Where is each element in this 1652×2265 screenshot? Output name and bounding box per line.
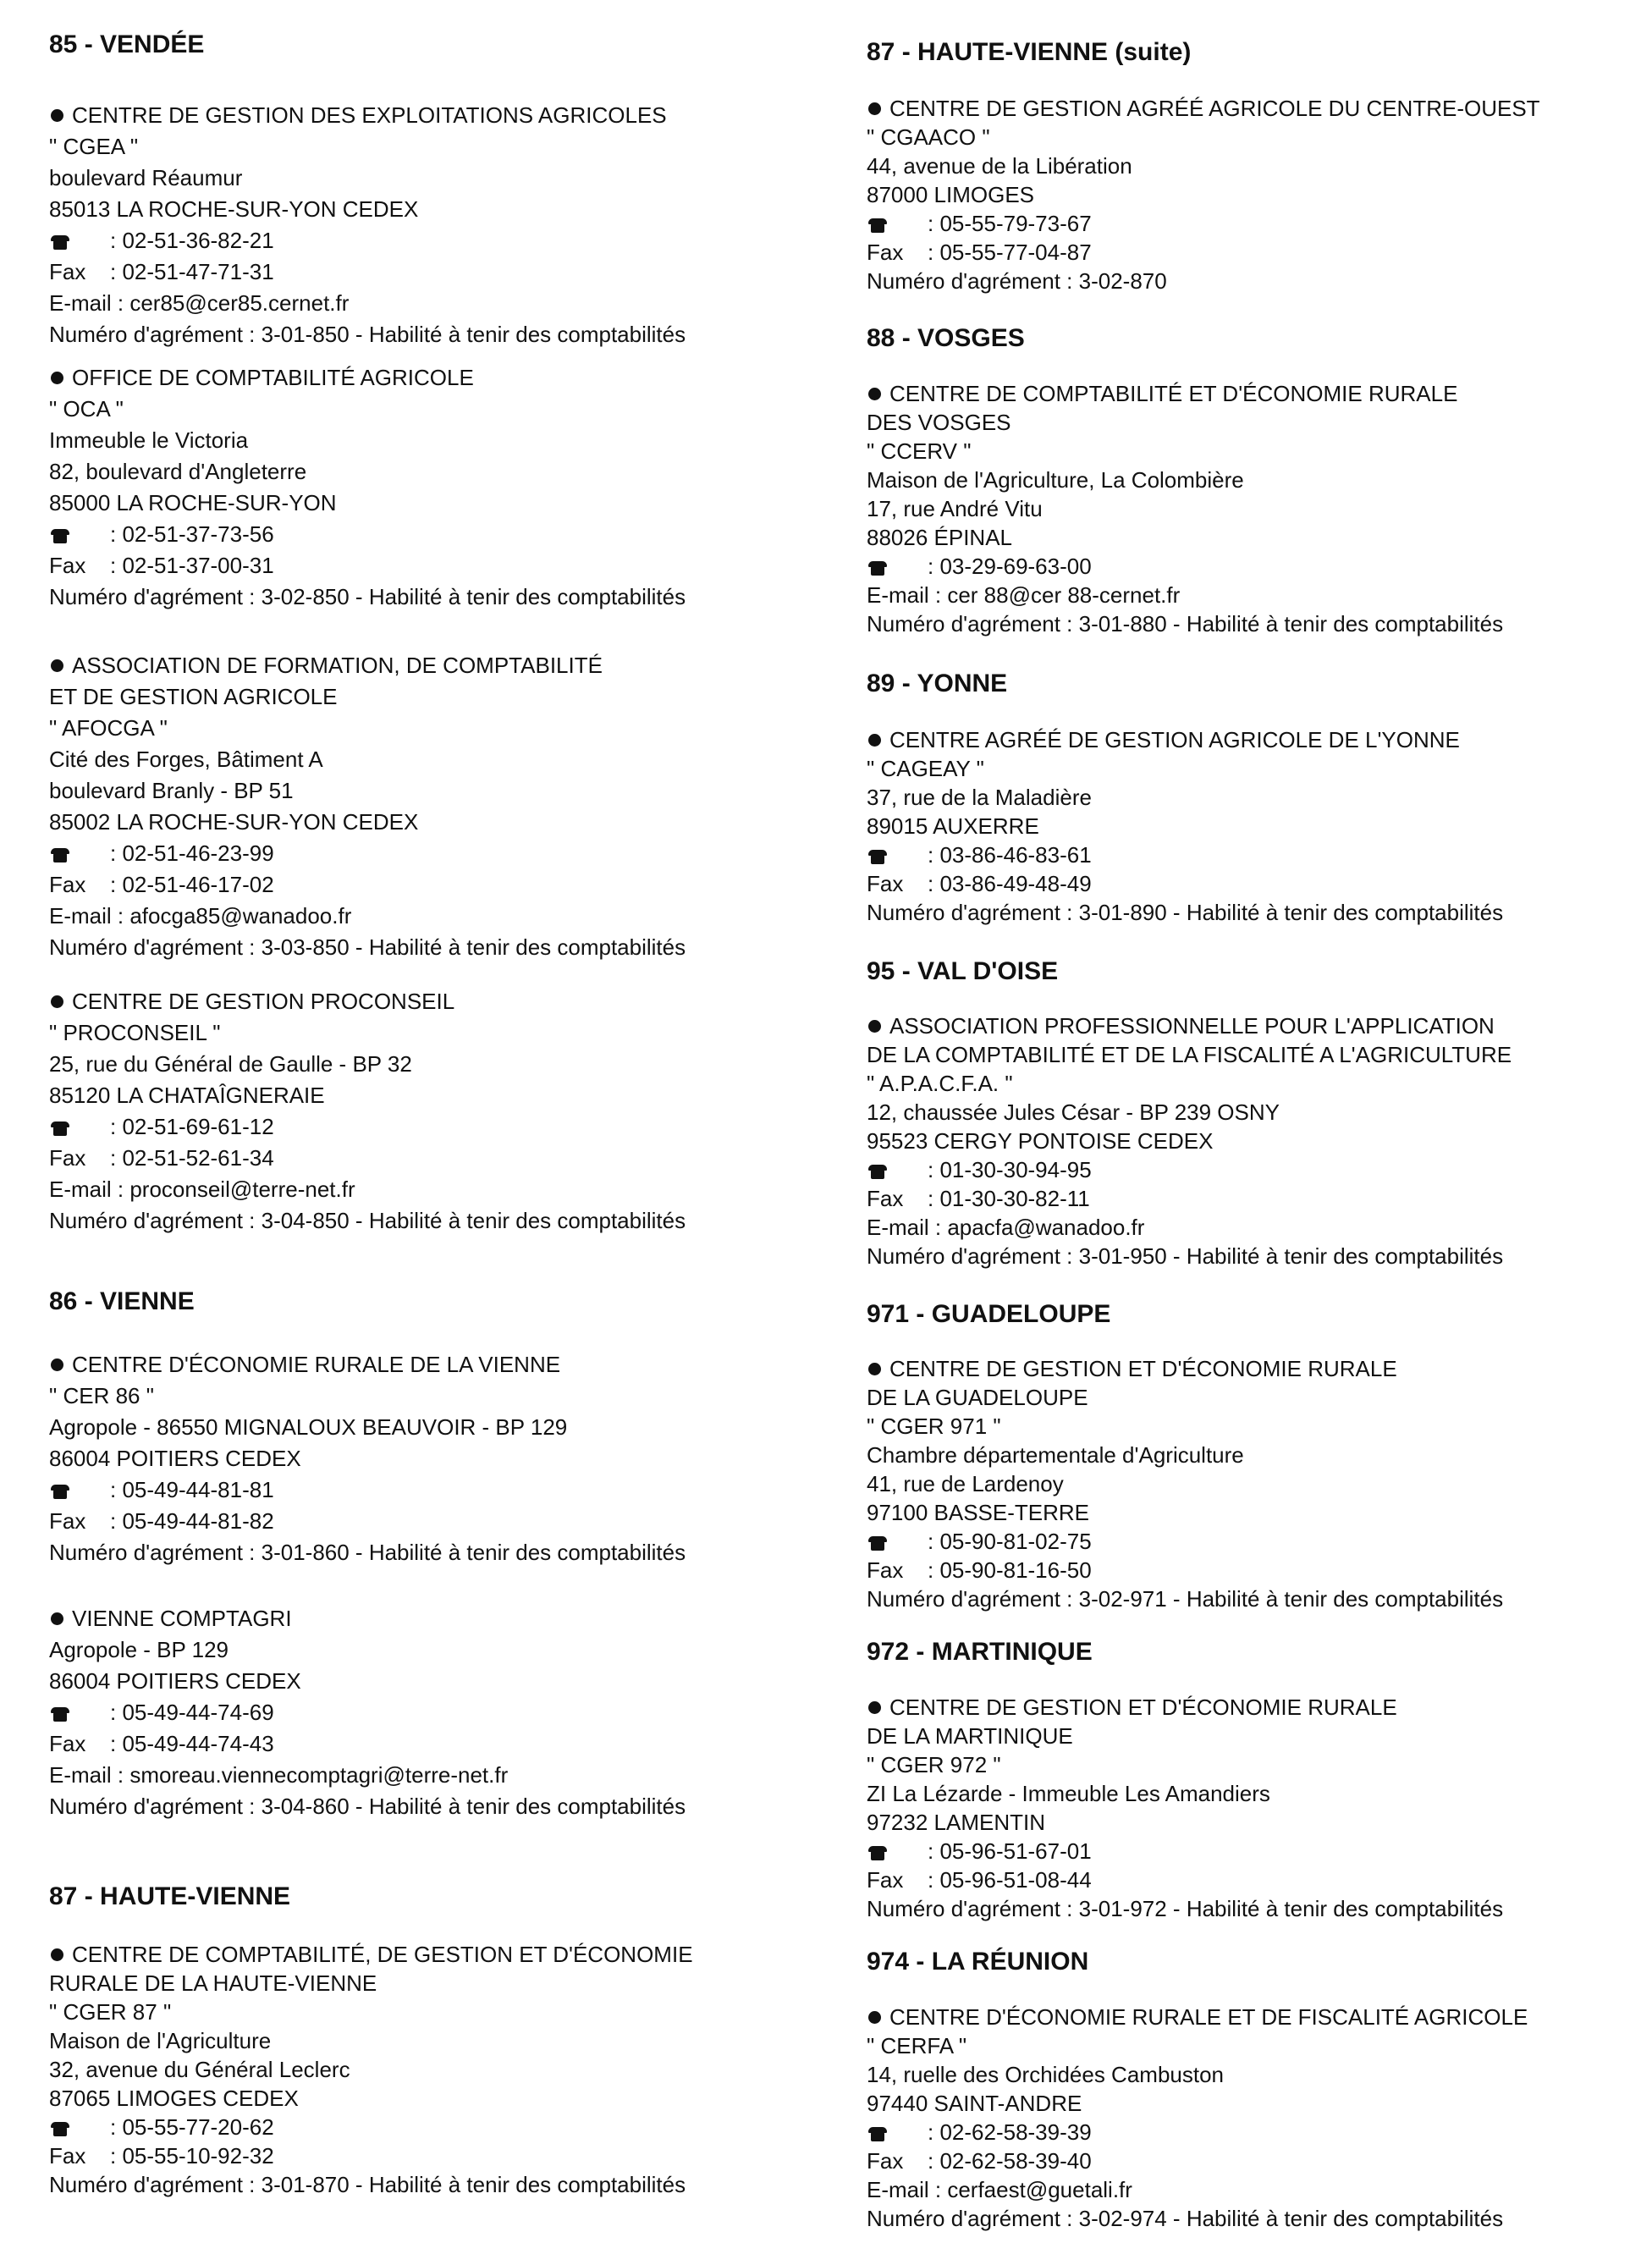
agrement-line: Numéro d'agrément : 3-02-974 - Habilité à tenir des comptabilités [867, 2206, 1504, 2231]
email-line: E-mail : smoreau.viennecomptagri@terre-net.fr [49, 1762, 509, 1788]
phone-label [867, 840, 928, 869]
entry-name: CENTRE DE GESTION ET D'ÉCONOMIE RURALE [889, 1695, 1397, 1720]
entry-name-line [49, 1603, 836, 1634]
entry-name-line [867, 1354, 1652, 1383]
phone-line [867, 2118, 1652, 2147]
entry-acronym: " CGER 971 " [867, 1414, 1001, 1439]
phone-line [49, 1111, 836, 1143]
address-line: Immeuble le Victoria [49, 427, 249, 453]
phone-label [49, 1111, 110, 1143]
fax-number: : 05-90-81-16-50 [928, 1557, 1092, 1583]
address-line: 85000 LA ROCHE-SUR-YON [49, 490, 337, 515]
phone-label [867, 1837, 928, 1865]
phone-label [867, 552, 928, 581]
address-line: 86004 POITIERS CEDEX [49, 1668, 301, 1694]
entry-acronym: " A.P.A.C.F.A. " [867, 1071, 1013, 1096]
agrement-line: Numéro d'agrément : 3-01-870 - Habilité à tenir des comptabilités [49, 2172, 686, 2197]
entry-name-cont: RURALE DE LA HAUTE-VIENNE [49, 1970, 377, 1996]
entry-name-cont: DES VOSGES [867, 410, 1011, 435]
bullet-icon [51, 372, 63, 384]
fax-number: : 02-62-58-39-40 [928, 2148, 1092, 2174]
telephone-icon [51, 1121, 69, 1136]
phone-number: : 05-55-79-73-67 [928, 211, 1092, 236]
phone-line [867, 840, 1652, 869]
address-line: Agropole - BP 129 [49, 1637, 229, 1662]
entry-acronym: " CGAACO " [867, 124, 990, 150]
entry-name-line [49, 1940, 836, 1969]
entry-name-cont: DE LA COMPTABILITÉ ET DE LA FISCALITÉ A L'AGRICULTURE [867, 1042, 1512, 1067]
entry-name-cont: ET DE GESTION AGRICOLE [49, 684, 338, 709]
phone-line [867, 1837, 1652, 1865]
fax-label: Fax [867, 2148, 904, 2174]
phone-line [49, 2113, 836, 2141]
address-line: boulevard Branly - BP 51 [49, 778, 294, 803]
phone-number: : 05-96-51-67-01 [928, 1838, 1092, 1864]
entry-name-line [49, 650, 836, 681]
fax-label: Fax [867, 240, 904, 265]
directory-entry [49, 1940, 836, 2199]
phone-label [867, 1527, 928, 1556]
address-line: boulevard Réaumur [49, 165, 243, 190]
fax-line [867, 1865, 1652, 1894]
email-line: E-mail : proconseil@terre-net.fr [49, 1177, 355, 1202]
fax-line [867, 1556, 1652, 1584]
phone-line [49, 225, 836, 256]
directory-entry [49, 362, 836, 613]
telephone-icon [51, 1485, 69, 1499]
email-line: E-mail : afocga85@wanadoo.fr [49, 903, 352, 929]
fax-number: : 02-51-37-00-31 [110, 553, 274, 578]
phone-number: : 02-51-37-73-56 [110, 521, 274, 547]
agrement-line: Numéro d'agrément : 3-01-860 - Habilité à tenir des comptabilités [49, 1540, 686, 1565]
address-line: 41, rue de Lardenoy [867, 1471, 1064, 1496]
entry-acronym: " CER 86 " [49, 1383, 154, 1408]
telephone-icon [51, 2122, 69, 2136]
bullet-icon [51, 1358, 63, 1371]
address-line: 82, boulevard d'Angleterre [49, 459, 307, 484]
phone-line [867, 1527, 1652, 1556]
entry-name: CENTRE DE COMPTABILITÉ, DE GESTION ET D'ÉCONOMIE [72, 1942, 693, 1967]
phone-number: : 05-55-77-20-62 [110, 2114, 274, 2140]
fax-number: : 05-55-77-04-87 [928, 240, 1092, 265]
entry-name: CENTRE D'ÉCONOMIE RURALE ET DE FISCALITÉ AGRICOLE [889, 2004, 1528, 2030]
fax-label: Fax [867, 871, 904, 896]
fax-label: Fax [867, 1557, 904, 1583]
entry-acronym: " AFOCGA " [49, 715, 168, 741]
directory-entry [49, 986, 836, 1237]
fax-label: Fax [49, 553, 86, 578]
address-line: 44, avenue de la Libération [867, 153, 1132, 179]
address-line: 95523 CERGY PONTOISE CEDEX [867, 1128, 1214, 1154]
agrement-line: Numéro d'agrément : 3-03-850 - Habilité à tenir des comptabilités [49, 934, 686, 960]
entry-name: CENTRE DE GESTION ET D'ÉCONOMIE RURALE [889, 1356, 1397, 1381]
fax-label: Fax [49, 1508, 86, 1534]
directory-entry [867, 725, 1652, 927]
fax-line [49, 1506, 836, 1537]
fax-label: Fax [49, 2143, 86, 2169]
phone-line [49, 838, 836, 869]
entry-name-line [867, 379, 1652, 408]
entry-name-line [867, 2003, 1652, 2031]
directory-entry [49, 1349, 836, 1568]
section-title: 971 - GUADELOUPE [867, 1300, 1111, 1328]
address-line: 87065 LIMOGES CEDEX [49, 2086, 299, 2111]
entry-name-line [867, 1693, 1652, 1722]
fax-label: Fax [867, 1186, 904, 1211]
fax-label: Fax [867, 1867, 904, 1893]
entry-name-line [49, 362, 836, 394]
phone-label [49, 1697, 110, 1728]
address-line: 86004 POITIERS CEDEX [49, 1446, 301, 1471]
entry-name-line [49, 100, 836, 131]
phone-label [49, 2113, 110, 2141]
bullet-icon [51, 109, 63, 122]
fax-line [49, 256, 836, 288]
directory-entry [867, 1011, 1652, 1270]
entry-name-cont: DE LA MARTINIQUE [867, 1723, 1073, 1749]
fax-line [49, 2141, 836, 2170]
entry-name-line [49, 1349, 836, 1380]
phone-number: : 05-90-81-02-75 [928, 1529, 1092, 1554]
agrement-line: Numéro d'agrément : 3-01-880 - Habilité à tenir des comptabilités [867, 611, 1504, 637]
phone-number: : 03-29-69-63-00 [928, 554, 1092, 579]
entry-acronym: " PROCONSEIL " [49, 1020, 221, 1045]
telephone-icon [51, 1707, 69, 1722]
section-title: 86 - VIENNE [49, 1287, 195, 1315]
bullet-icon [868, 1020, 881, 1033]
fax-line [867, 238, 1652, 267]
fax-line [49, 1728, 836, 1760]
address-line: 32, avenue du Général Leclerc [49, 2057, 350, 2082]
telephone-icon [868, 1165, 887, 1179]
telephone-icon [868, 2127, 887, 2141]
telephone-icon [868, 1536, 887, 1551]
phone-number: : 01-30-30-94-95 [928, 1157, 1092, 1182]
agrement-line: Numéro d'agrément : 3-02-870 [867, 268, 1167, 294]
email-line: E-mail : cer 88@cer 88-cernet.fr [867, 582, 1181, 608]
agrement-line: Numéro d'agrément : 3-01-972 - Habilité à tenir des comptabilités [867, 1896, 1504, 1921]
address-line: Maison de l'Agriculture, La Colombière [867, 467, 1244, 493]
address-line: 12, chaussée Jules César - BP 239 OSNY [867, 1099, 1280, 1125]
fax-number: : 03-86-49-48-49 [928, 871, 1092, 896]
fax-number: : 05-55-10-92-32 [110, 2143, 274, 2169]
address-line: 87000 LIMOGES [867, 182, 1034, 207]
bullet-icon [868, 2011, 881, 2024]
entry-name: CENTRE DE GESTION PROCONSEIL [72, 989, 455, 1014]
fax-number: : 05-49-44-74-43 [110, 1731, 274, 1756]
phone-number: : 02-51-46-23-99 [110, 840, 274, 866]
directory-entry [867, 1693, 1652, 1923]
entry-name-line [867, 725, 1652, 754]
bullet-icon [51, 659, 63, 672]
bullet-icon [868, 102, 881, 115]
address-line: Chambre départementale d'Agriculture [867, 1442, 1244, 1468]
section-title: 87 - HAUTE-VIENNE [49, 1882, 291, 1910]
phone-label [867, 2118, 928, 2147]
entry-name-cont: DE LA GUADELOUPE [867, 1385, 1088, 1410]
fax-line [867, 1184, 1652, 1213]
phone-line [867, 552, 1652, 581]
entry-name: OFFICE DE COMPTABILITÉ AGRICOLE [72, 365, 474, 390]
address-line: ZI La Lézarde - Immeuble Les Amandiers [867, 1781, 1270, 1806]
bullet-icon [51, 995, 63, 1008]
email-line: E-mail : cer85@cer85.cernet.fr [49, 290, 350, 316]
address-line: Maison de l'Agriculture [49, 2028, 272, 2053]
phone-line [49, 1697, 836, 1728]
directory-entry [867, 2003, 1652, 2233]
email-line: E-mail : apacfa@wanadoo.fr [867, 1215, 1145, 1240]
fax-line [49, 1143, 836, 1174]
section-title: 89 - YONNE [867, 670, 1008, 697]
phone-label [49, 519, 110, 550]
agrement-line: Numéro d'agrément : 3-04-860 - Habilité à tenir des comptabilités [49, 1794, 686, 1819]
fax-number: : 02-51-52-61-34 [110, 1145, 274, 1171]
directory-entry [867, 94, 1652, 295]
entry-acronym: " OCA " [49, 396, 124, 422]
agrement-line: Numéro d'agrément : 3-04-850 - Habilité à tenir des comptabilités [49, 1208, 686, 1233]
telephone-icon [868, 561, 887, 576]
entry-name: CENTRE DE GESTION DES EXPLOITATIONS AGRICOLES [72, 102, 667, 128]
entry-acronym: " CGER 972 " [867, 1752, 1001, 1777]
fax-line [49, 869, 836, 901]
telephone-icon [51, 529, 69, 543]
phone-line [49, 1474, 836, 1506]
telephone-icon [51, 848, 69, 862]
phone-number: : 02-62-58-39-39 [928, 2119, 1092, 2145]
fax-number: : 02-51-47-71-31 [110, 259, 274, 284]
directory-entry [49, 650, 836, 963]
phone-label [49, 1474, 110, 1506]
entry-acronym: " CGEA " [49, 134, 139, 159]
address-line: 85013 LA ROCHE-SUR-YON CEDEX [49, 196, 419, 222]
bullet-icon [51, 1948, 63, 1961]
entry-acronym: " CERFA " [867, 2033, 967, 2058]
fax-number: : 05-49-44-81-82 [110, 1508, 274, 1534]
phone-number: : 05-49-44-74-69 [110, 1700, 274, 1725]
entry-name-line [867, 94, 1652, 123]
phone-number: : 05-49-44-81-81 [110, 1477, 274, 1502]
entry-name: CENTRE DE GESTION AGRÉÉ AGRICOLE DU CENTRE-OUEST [889, 96, 1540, 121]
agrement-line: Numéro d'agrément : 3-01-890 - Habilité à tenir des comptabilités [867, 900, 1504, 925]
entry-name: VIENNE COMPTAGRI [72, 1606, 292, 1631]
section-title: 87 - HAUTE-VIENNE (suite) [867, 38, 1192, 66]
phone-line [867, 209, 1652, 238]
address-line: 97100 BASSE-TERRE [867, 1500, 1090, 1525]
address-line: 97232 LAMENTIN [867, 1810, 1045, 1835]
fax-number: : 02-51-46-17-02 [110, 872, 274, 897]
address-line: 17, rue André Vitu [867, 496, 1043, 521]
entry-name: ASSOCIATION PROFESSIONNELLE POUR L'APPLICATION [889, 1013, 1495, 1039]
fax-label: Fax [49, 259, 86, 284]
fax-label: Fax [49, 872, 86, 897]
bullet-icon [868, 1701, 881, 1714]
phone-label [867, 1155, 928, 1184]
entry-acronym: " CGER 87 " [49, 1999, 172, 2025]
entry-name-line [49, 986, 836, 1017]
entry-name: ASSOCIATION DE FORMATION, DE COMPTABILITÉ [72, 653, 603, 678]
phone-number: : 02-51-69-61-12 [110, 1114, 274, 1139]
address-line: 25, rue du Général de Gaulle - BP 32 [49, 1051, 412, 1077]
entry-name: CENTRE D'ÉCONOMIE RURALE DE LA VIENNE [72, 1352, 561, 1377]
entry-acronym: " CCERV " [867, 438, 972, 464]
fax-line [867, 2147, 1652, 2175]
entry-acronym: " CAGEAY " [867, 756, 984, 781]
email-line: E-mail : cerfaest@guetali.fr [867, 2177, 1132, 2202]
address-line: Cité des Forges, Bâtiment A [49, 747, 323, 772]
section-title: 974 - LA RÉUNION [867, 1948, 1089, 1976]
section-title: 95 - VAL D'OISE [867, 957, 1059, 985]
phone-number: : 02-51-36-82-21 [110, 228, 274, 253]
address-line: 88026 ÉPINAL [867, 525, 1013, 550]
fax-line [49, 550, 836, 581]
entry-name: CENTRE AGRÉÉ DE GESTION AGRICOLE DE L'YONNE [889, 727, 1460, 752]
entry-name-line [867, 1011, 1652, 1040]
bullet-icon [868, 388, 881, 400]
agrement-line: Numéro d'agrément : 3-01-850 - Habilité à tenir des comptabilités [49, 322, 686, 347]
bullet-icon [51, 1612, 63, 1625]
agrement-line: Numéro d'agrément : 3-01-950 - Habilité à tenir des comptabilités [867, 1243, 1504, 1269]
directory-entry [49, 100, 836, 350]
fax-label: Fax [49, 1145, 86, 1171]
bullet-icon [868, 734, 881, 747]
directory-entry [867, 1354, 1652, 1613]
fax-number: : 01-30-30-82-11 [928, 1186, 1090, 1211]
address-line: 85002 LA ROCHE-SUR-YON CEDEX [49, 809, 419, 835]
telephone-icon [51, 235, 69, 250]
phone-label [49, 838, 110, 869]
phone-number: : 03-86-46-83-61 [928, 842, 1092, 868]
agrement-line: Numéro d'agrément : 3-02-971 - Habilité à tenir des comptabilités [867, 1586, 1504, 1612]
address-line: 85120 LA CHATAÎGNERAIE [49, 1083, 325, 1108]
section-title: 88 - VOSGES [867, 324, 1025, 352]
fax-label: Fax [49, 1731, 86, 1756]
telephone-icon [868, 218, 887, 233]
address-line: Agropole - 86550 MIGNALOUX BEAUVOIR - BP 129 [49, 1414, 568, 1440]
phone-line [49, 519, 836, 550]
bullet-icon [868, 1363, 881, 1375]
address-line: 89015 AUXERRE [867, 813, 1039, 839]
address-line: 14, ruelle des Orchidées Cambuston [867, 2062, 1225, 2087]
fax-line [867, 869, 1652, 898]
section-title: 972 - MARTINIQUE [867, 1638, 1093, 1666]
address-line: 97440 SAINT-ANDRE [867, 2091, 1082, 2116]
directory-entry [49, 1603, 836, 1822]
agrement-line: Numéro d'agrément : 3-02-850 - Habilité à tenir des comptabilités [49, 584, 686, 609]
directory-entry [867, 379, 1652, 638]
telephone-icon [868, 850, 887, 864]
phone-line [867, 1155, 1652, 1184]
fax-number: : 05-96-51-08-44 [928, 1867, 1092, 1893]
section-title: 85 - VENDÉE [49, 30, 205, 58]
entry-name: CENTRE DE COMPTABILITÉ ET D'ÉCONOMIE RURALE [889, 381, 1458, 406]
telephone-icon [868, 1846, 887, 1860]
address-line: 37, rue de la Maladière [867, 785, 1092, 810]
phone-label [49, 225, 110, 256]
phone-label [867, 209, 928, 238]
